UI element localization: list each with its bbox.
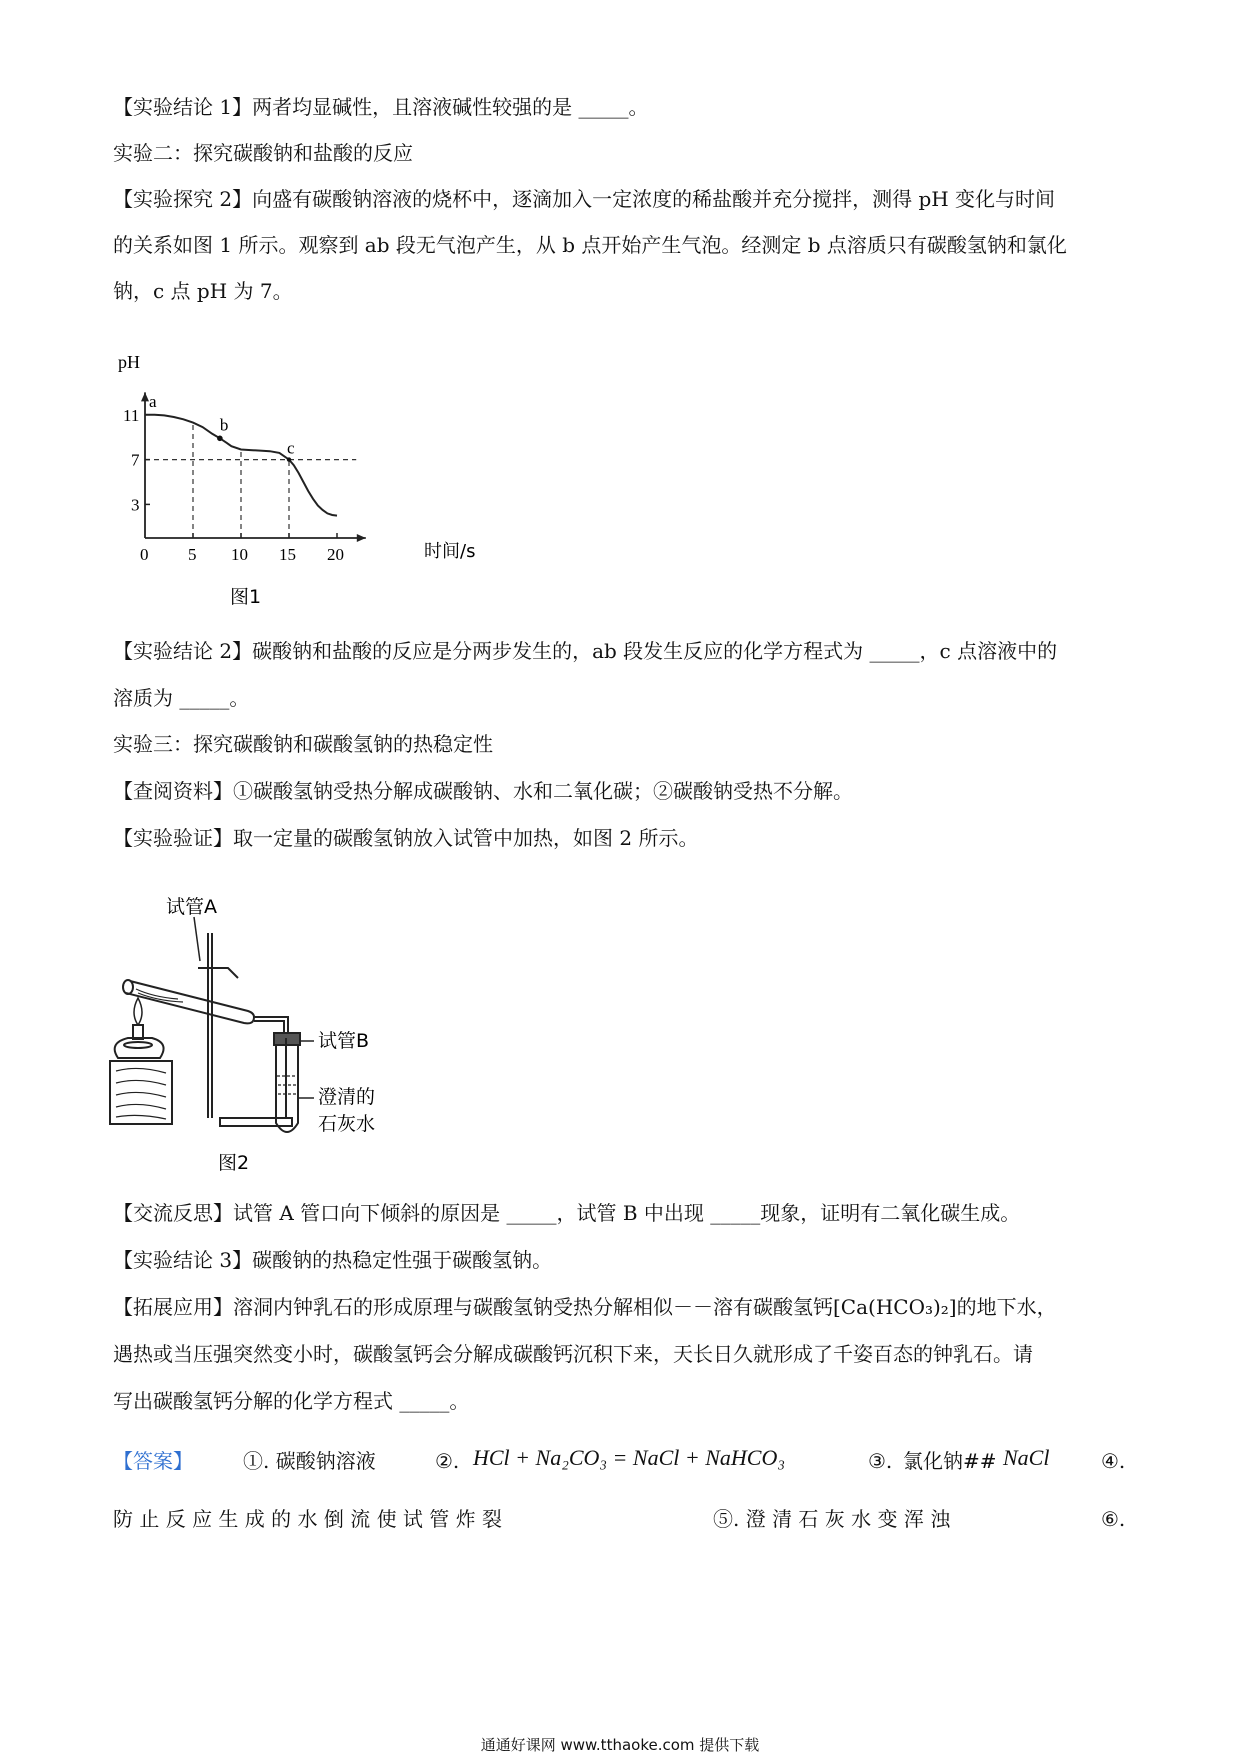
answer-5: ⑤. 澄 清 石 灰 水 变 浑 浊 bbox=[713, 1507, 951, 1531]
paragraph-explore-2-line-2: 的关系如图 1 所示。观察到 ab 段无气泡产生，从 b 点开始产生气泡。经测定 b 点溶质只有碳酸氢钠和氯化 bbox=[113, 233, 1067, 257]
y-tick-label: 11 bbox=[123, 405, 140, 425]
label-limewater-line-1: 澄清的 bbox=[318, 1086, 376, 1108]
label-limewater-line-2: 石灰水 bbox=[318, 1113, 376, 1135]
answer-3-text: 氯化钠## bbox=[903, 1449, 997, 1473]
x-axis-label: 时间/s bbox=[424, 541, 476, 562]
figure-2-heating-apparatus bbox=[108, 893, 438, 1178]
answer-line-1 bbox=[113, 1445, 1133, 1479]
paragraph-experiment-3-title: 实验三：探究碳酸钠和碳酸氢钠的热稳定性 bbox=[113, 732, 493, 756]
paragraph-reference-info: 【查阅资料】①碳酸氢钠受热分解成碳酸钠、水和二氧化碳；②碳酸钠受热不分解。 bbox=[113, 779, 853, 803]
stand-base bbox=[220, 1118, 292, 1126]
point-b-marker bbox=[217, 436, 223, 442]
paragraph-experiment-2-title: 实验二：探究碳酸钠和盐酸的反应 bbox=[113, 141, 413, 165]
x-tick-label: 20 bbox=[327, 545, 344, 564]
paragraph-extension-line-2: 遇热或当压强突然变小时，碳酸氢钙会分解成碳酸钙沉积下来，天长日久就形成了千姿百态的钟乳石。请 bbox=[113, 1342, 1033, 1366]
figure-1-ph-chart bbox=[108, 355, 488, 610]
figure-1-caption: 图1 bbox=[230, 586, 262, 608]
answer-1: ①. 碳酸钠溶液 bbox=[243, 1449, 376, 1473]
delivery-tube bbox=[254, 1017, 288, 1033]
answer-6-number: ⑥. bbox=[1101, 1507, 1126, 1531]
answer-3-formula: NaCl bbox=[1003, 1445, 1050, 1470]
point-label-a: a bbox=[149, 391, 157, 411]
test-tube-a bbox=[123, 980, 254, 1023]
point-label-c: c bbox=[287, 438, 295, 458]
paragraph-verification: 【实验验证】取一定量的碳酸氢钠放入试管中加热，如图 2 所示。 bbox=[113, 826, 699, 850]
x-tick-label: 0 bbox=[140, 545, 149, 564]
answer-2-number: ②. bbox=[435, 1449, 460, 1473]
alcohol-lamp bbox=[115, 998, 164, 1058]
paragraph-conclusion-3: 【实验结论 3】碳酸钠的热稳定性强于碳酸氢钠。 bbox=[113, 1248, 553, 1272]
paragraph-conclusion-1: 【实验结论 1】两者均显碱性，且溶液碱性较强的是 _____。 bbox=[113, 95, 649, 119]
y-tick-label: 7 bbox=[131, 450, 140, 470]
answer-4-text: 防 止 反 应 生 成 的 水 倒 流 使 试 管 炸 裂 bbox=[113, 1507, 503, 1531]
y-tick-label: 3 bbox=[131, 495, 140, 515]
answer-4-number: ④. bbox=[1101, 1449, 1126, 1473]
y-axis-label: pH bbox=[118, 355, 140, 372]
answer-2-equation: HCl + Na₂CO₃ = NaCl + NaHCO₃ bbox=[473, 1445, 785, 1470]
paragraph-conclusion-2-line-1: 【实验结论 2】碳酸钠和盐酸的反应是分两步发生的，ab 段发生反应的化学方程式为 _____，c 点溶液中的 bbox=[113, 639, 1058, 663]
point-label-b: b bbox=[219, 415, 229, 435]
label-test-tube-a: 试管A bbox=[166, 896, 217, 918]
answer-3-number: ③. bbox=[868, 1449, 893, 1473]
label-test-tube-b: 试管B bbox=[318, 1030, 370, 1052]
paragraph-explore-2-line-1: 【实验探究 2】向盛有碳酸钠溶液的烧杯中，逐滴加入一定浓度的稀盐酸并充分搅拌，测得 pH 变化与时间 bbox=[113, 187, 1056, 211]
x-tick-label: 10 bbox=[231, 545, 248, 564]
paragraph-reflection: 【交流反思】试管 A 管口向下倾斜的原因是 _____，试管 B 中出现 _____现象，证明有二氧化碳生成。 bbox=[113, 1201, 1021, 1225]
paragraph-conclusion-2-line-2: 溶质为 _____。 bbox=[113, 686, 250, 710]
paragraph-extension-line-1: 【拓展应用】溶洞内钟乳石的形成原理与碳酸氢钠受热分解相似－－溶有碳酸氢钙[Ca(HCO₃)₂]的地下水， bbox=[113, 1295, 1057, 1319]
x-tick-label: 5 bbox=[188, 545, 197, 564]
x-axis-arrow bbox=[357, 534, 366, 542]
point-c-marker bbox=[287, 457, 291, 461]
wooden-block bbox=[110, 1061, 172, 1124]
page-footer: 通通好课网 www.tthaoke.com 提供下载 bbox=[480, 1736, 760, 1754]
figure-2-caption: 图2 bbox=[218, 1152, 250, 1174]
answer-line-2 bbox=[113, 1507, 1133, 1537]
paragraph-explore-2-line-3: 钠，c 点 pH 为 7。 bbox=[113, 279, 293, 303]
x-tick-label: 15 bbox=[279, 545, 296, 564]
paragraph-extension-line-3: 写出碳酸氢钙分解的化学方程式 _____。 bbox=[113, 1389, 470, 1413]
answer-tag: 【答案】 bbox=[113, 1449, 193, 1473]
y-axis-arrow bbox=[141, 392, 149, 401]
